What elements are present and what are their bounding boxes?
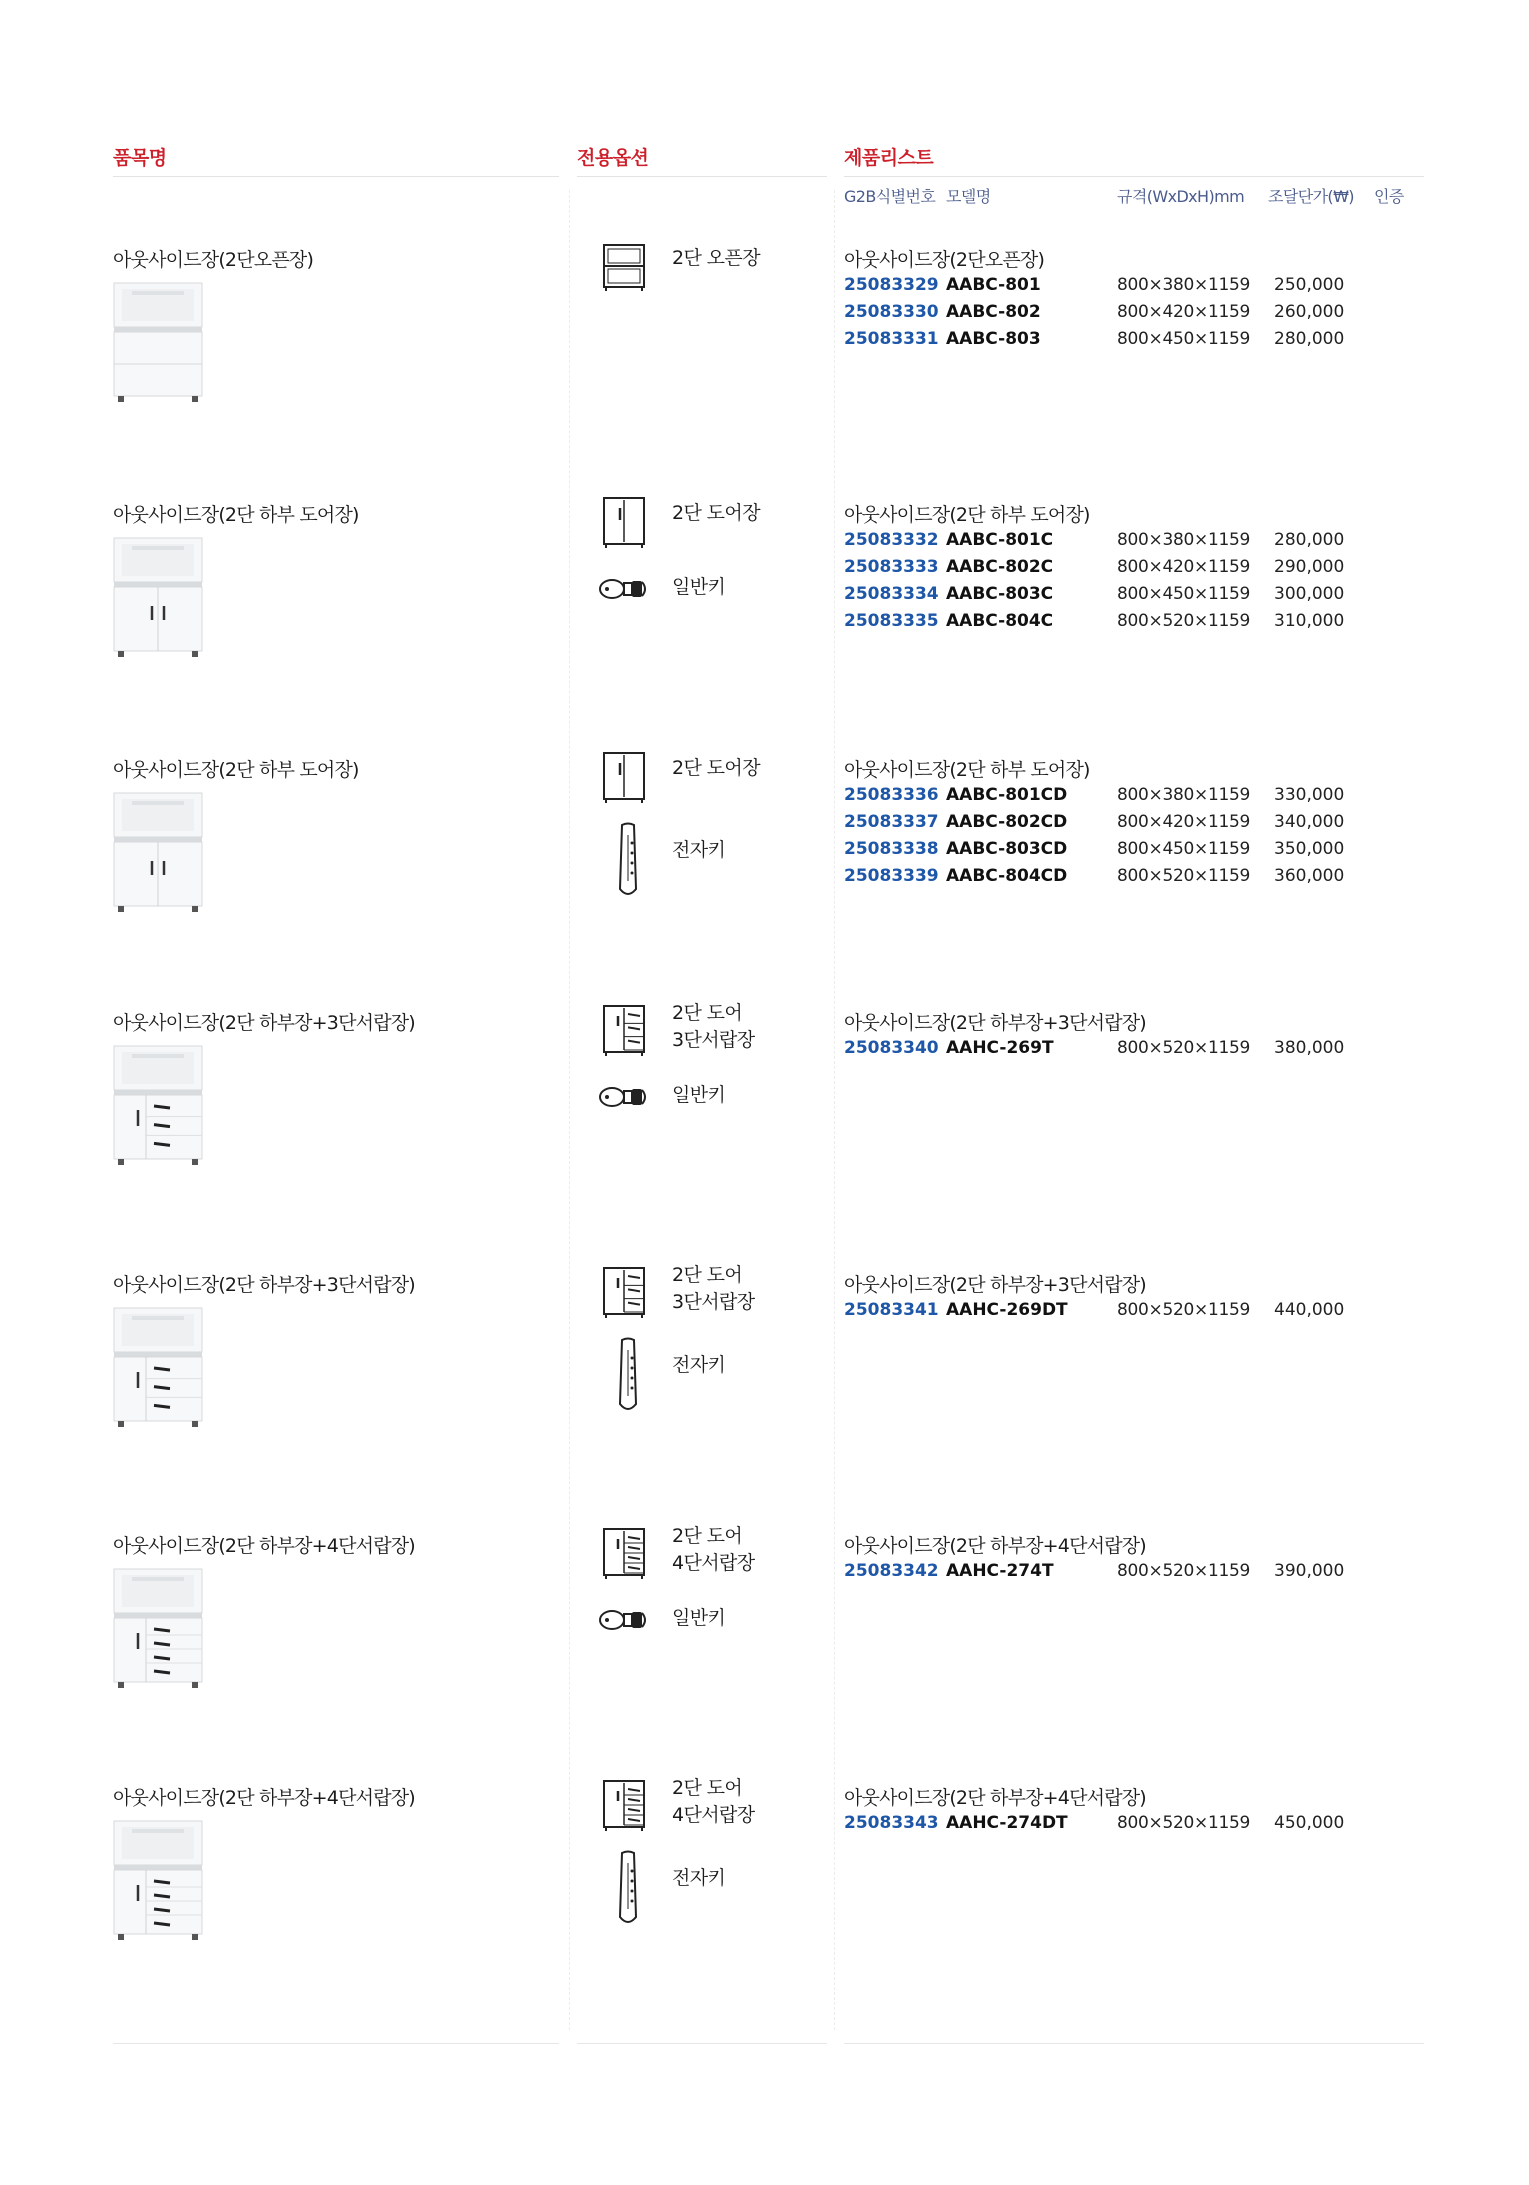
spec: 800×420×1159	[1117, 812, 1251, 832]
product-name: 아웃사이드장(2단오픈장)	[113, 249, 314, 271]
option-label-line: 3단서랍장	[672, 1029, 755, 1051]
price: 260,000	[1274, 302, 1345, 322]
spec: 800×520×1159	[1117, 1813, 1251, 1833]
product-table	[844, 785, 1404, 893]
product-image	[112, 536, 204, 666]
option-label-line: 2단 도어	[672, 1777, 743, 1799]
product-table	[844, 1813, 1404, 1840]
product-table	[844, 1561, 1404, 1588]
g2b-number: 25083336	[844, 785, 939, 805]
table-row	[844, 611, 1404, 638]
door-drawer-4-icon	[596, 1777, 652, 1833]
table-row	[844, 275, 1404, 302]
model-name: AAHC-274T	[946, 1561, 1054, 1581]
g2b-number: 25083340	[844, 1038, 939, 1058]
g2b-number: 25083334	[844, 584, 939, 604]
option-label: 전자키	[672, 1354, 726, 1376]
product-table	[844, 1300, 1404, 1327]
option-label	[672, 1000, 755, 1054]
model-name: AABC-803C	[946, 584, 1054, 604]
model-name: AABC-801C	[946, 530, 1054, 550]
product-name: 아웃사이드장(2단 하부 도어장)	[113, 504, 359, 526]
product-image	[112, 281, 204, 411]
price: 450,000	[1274, 1813, 1345, 1833]
product-image	[112, 1044, 204, 1174]
price: 310,000	[1274, 611, 1345, 631]
key-icon	[596, 569, 652, 609]
spec: 800×450×1159	[1117, 329, 1251, 349]
key-icon	[596, 1077, 652, 1117]
option-label-line: 3단서랍장	[672, 1291, 755, 1313]
spec: 800×380×1159	[1117, 785, 1251, 805]
table-row	[844, 1038, 1404, 1065]
option-label	[672, 1523, 755, 1577]
door-cabinet-icon	[596, 749, 652, 805]
electronic-key-icon	[608, 1849, 648, 1929]
option-label	[672, 1262, 755, 1316]
product-image	[112, 1306, 204, 1436]
spec: 800×450×1159	[1117, 839, 1251, 859]
option-label	[672, 1775, 755, 1829]
product-image	[112, 1567, 204, 1697]
g2b-number: 25083330	[844, 302, 939, 322]
product-name: 아웃사이드장(2단 하부장+3단서랍장)	[113, 1274, 415, 1296]
door-drawer-3-icon	[596, 1264, 652, 1320]
model-name: AAHC-274DT	[946, 1813, 1068, 1833]
product-name: 아웃사이드장(2단 하부장+3단서랍장)	[113, 1012, 415, 1034]
model-name: AABC-804C	[946, 611, 1054, 631]
price: 380,000	[1274, 1038, 1345, 1058]
g2b-number: 25083332	[844, 530, 939, 550]
product-table	[844, 275, 1404, 356]
price: 360,000	[1274, 866, 1345, 886]
price: 250,000	[1274, 275, 1345, 295]
table-row	[844, 530, 1404, 557]
table-row	[844, 1813, 1404, 1840]
model-name: AABC-802CD	[946, 812, 1068, 832]
product-image	[112, 1819, 204, 1949]
table-row	[844, 302, 1404, 329]
col-g2b: G2B식별번호	[844, 187, 936, 206]
table-row	[844, 329, 1404, 356]
option-label-line: 2단 오픈장	[672, 247, 760, 269]
list-title: 아웃사이드장(2단 하부 도어장)	[844, 759, 1090, 781]
header-options: 전용옵션	[577, 147, 649, 169]
model-name: AABC-802C	[946, 557, 1054, 577]
option-label: 일반키	[672, 1084, 726, 1106]
table-row	[844, 584, 1404, 611]
model-name: AAHC-269T	[946, 1038, 1054, 1058]
option-label: 전자키	[672, 839, 726, 861]
price: 330,000	[1274, 785, 1345, 805]
door-drawer-3-icon	[596, 1002, 652, 1058]
table-row	[844, 839, 1404, 866]
list-title: 아웃사이드장(2단 하부장+3단서랍장)	[844, 1012, 1146, 1034]
g2b-number: 25083341	[844, 1300, 939, 1320]
g2b-number: 25083329	[844, 275, 939, 295]
product-name: 아웃사이드장(2단 하부 도어장)	[113, 759, 359, 781]
spec: 800×420×1159	[1117, 302, 1251, 322]
spec: 800×380×1159	[1117, 530, 1251, 550]
option-label: 전자키	[672, 1867, 726, 1889]
option-label-line: 2단 도어	[672, 1002, 743, 1024]
table-row	[844, 812, 1404, 839]
col-price: 조달단가(₩)	[1268, 187, 1354, 206]
spec: 800×450×1159	[1117, 584, 1251, 604]
col-model: 모델명	[946, 187, 991, 206]
door-cabinet-icon	[596, 494, 652, 550]
product-name: 아웃사이드장(2단 하부장+4단서랍장)	[113, 1535, 415, 1557]
key-icon	[596, 1600, 652, 1640]
product-table	[844, 1038, 1404, 1065]
product-table	[844, 530, 1404, 638]
list-title: 아웃사이드장(2단 하부장+4단서랍장)	[844, 1787, 1146, 1809]
model-name: AABC-801CD	[946, 785, 1068, 805]
product-row	[0, 1264, 1529, 1510]
spec: 800×420×1159	[1117, 557, 1251, 577]
list-title: 아웃사이드장(2단 하부 도어장)	[844, 504, 1090, 526]
option-label-line: 2단 도어장	[672, 502, 760, 524]
option-label	[672, 245, 760, 272]
table-row	[844, 1561, 1404, 1588]
g2b-number: 25083333	[844, 557, 939, 577]
product-name: 아웃사이드장(2단 하부장+4단서랍장)	[113, 1787, 415, 1809]
option-label: 일반키	[672, 576, 726, 598]
option-label-line: 2단 도어	[672, 1264, 743, 1286]
footer-divider	[577, 2043, 827, 2044]
price: 280,000	[1274, 329, 1345, 349]
header-product-name: 품목명	[113, 147, 167, 169]
spec: 800×520×1159	[1117, 611, 1251, 631]
list-title: 아웃사이드장(2단 하부장+4단서랍장)	[844, 1535, 1146, 1557]
spec: 800×520×1159	[1117, 1038, 1251, 1058]
option-label-line: 2단 도어장	[672, 757, 760, 779]
option-label-line: 4단서랍장	[672, 1552, 755, 1574]
footer-divider	[844, 2043, 1424, 2044]
header-divider	[844, 176, 1424, 177]
table-row	[844, 785, 1404, 812]
g2b-number: 25083335	[844, 611, 939, 631]
door-drawer-4-icon	[596, 1525, 652, 1581]
electronic-key-icon	[608, 1336, 648, 1416]
spec: 800×520×1159	[1117, 1561, 1251, 1581]
spec: 800×520×1159	[1117, 866, 1251, 886]
price: 300,000	[1274, 584, 1345, 604]
g2b-number: 25083343	[844, 1813, 939, 1833]
price: 440,000	[1274, 1300, 1345, 1320]
table-row	[844, 1300, 1404, 1327]
open-cabinet-icon	[596, 239, 652, 295]
model-name: AAHC-269DT	[946, 1300, 1068, 1320]
option-label: 일반키	[672, 1607, 726, 1629]
product-image	[112, 791, 204, 921]
model-name: AABC-802	[946, 302, 1041, 322]
list-title: 아웃사이드장(2단 하부장+3단서랍장)	[844, 1274, 1146, 1296]
table-row	[844, 866, 1404, 893]
g2b-number: 25083331	[844, 329, 939, 349]
header-divider	[113, 176, 559, 177]
model-name: AABC-803CD	[946, 839, 1068, 859]
product-row	[0, 1525, 1529, 1771]
price: 280,000	[1274, 530, 1345, 550]
product-row	[0, 245, 1529, 485]
list-title: 아웃사이드장(2단오픈장)	[844, 249, 1045, 271]
footer-divider	[113, 2043, 559, 2044]
option-label-line: 2단 도어	[672, 1525, 743, 1547]
g2b-number: 25083339	[844, 866, 939, 886]
product-row	[0, 755, 1529, 995]
option-label	[672, 755, 760, 782]
table-row	[844, 557, 1404, 584]
header-divider	[577, 176, 827, 177]
option-label-line: 4단서랍장	[672, 1804, 755, 1826]
price: 340,000	[1274, 812, 1345, 832]
model-name: AABC-803	[946, 329, 1041, 349]
product-row	[0, 1002, 1529, 1248]
price: 390,000	[1274, 1561, 1345, 1581]
product-row	[0, 500, 1529, 740]
col-spec: 규격(WxDxH)mm	[1117, 187, 1245, 206]
g2b-number: 25083338	[844, 839, 939, 859]
electronic-key-icon	[608, 821, 648, 901]
header-product-list: 제품리스트	[844, 147, 934, 169]
spec: 800×520×1159	[1117, 1300, 1251, 1320]
g2b-number: 25083342	[844, 1561, 939, 1581]
model-name: AABC-801	[946, 275, 1041, 295]
product-row	[0, 1777, 1529, 2023]
g2b-number: 25083337	[844, 812, 939, 832]
spec: 800×380×1159	[1117, 275, 1251, 295]
price: 350,000	[1274, 839, 1345, 859]
model-name: AABC-804CD	[946, 866, 1068, 886]
col-cert: 인증	[1374, 187, 1404, 206]
price: 290,000	[1274, 557, 1345, 577]
option-label	[672, 500, 760, 527]
